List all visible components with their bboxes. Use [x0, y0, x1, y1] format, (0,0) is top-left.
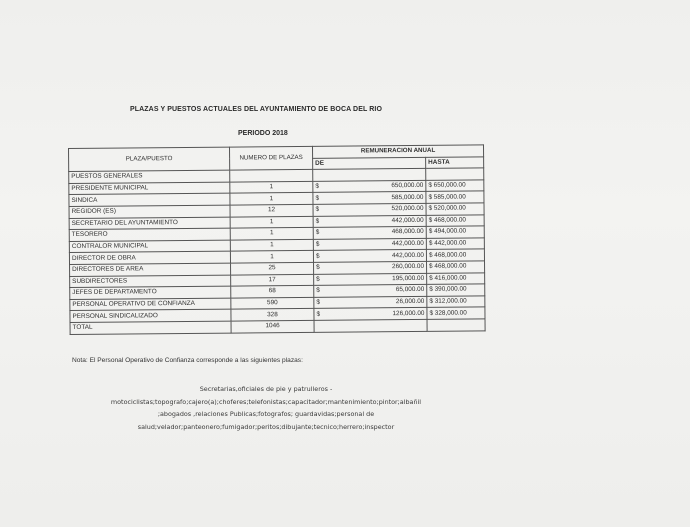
cell-hasta [426, 168, 484, 180]
cell-plaza: PERSONAL SINDICALIZADO [70, 309, 231, 322]
cell-numero: 17 [231, 274, 314, 286]
amount-de: 260,000.00 [392, 263, 425, 271]
header-de: DE [313, 157, 426, 170]
cell-de [313, 215, 426, 228]
currency-sign: $ [316, 287, 320, 295]
amount-de: 442,000.00 [391, 251, 424, 259]
amount-de: 585,000.00 [391, 193, 424, 201]
plazas-list [96, 383, 436, 433]
amount-de: 65,000.00 [395, 286, 425, 294]
cell-hasta: $ 520,000.00 [426, 203, 484, 215]
cell-de [313, 227, 426, 240]
cell-plaza: CONTRALOR MUNICIPAL [69, 240, 230, 253]
cell-plaza: DIRECTOR DE OBRA [69, 251, 230, 264]
header-numero: NUMERO DE PLAZAS [229, 146, 312, 170]
header-plaza: PLAZA/PUESTO [69, 147, 230, 172]
cell-numero: 1 [230, 181, 313, 193]
amount-de: 650,000.00 [391, 181, 424, 190]
document-title: PLAZAS Y PUESTOS ACTUALES DEL AYUNTAMIENTO DE BOCA DEL RIO [130, 106, 382, 113]
cell-hasta: $ 468,000.00 [426, 214, 484, 226]
cell-hasta: $ 468,000.00 [426, 249, 484, 261]
header-remuneracion: REMUNERACION ANUAL [312, 145, 483, 158]
header-hasta: HASTA [426, 156, 484, 168]
currency-sign: $ [315, 206, 320, 214]
cell-plaza: REGIDOR (ES) [69, 205, 230, 218]
cell-numero: 590 [231, 297, 314, 309]
cell-plaza: SECRETARIO DEL AYUNTAMIENTO [69, 217, 230, 230]
cell-de [314, 319, 427, 332]
cell-numero [230, 170, 313, 182]
currency-sign: $ [316, 264, 320, 272]
plazas-line: ;abogados ,relaciones Publicas;fotografos; guardavidas;personal de [157, 410, 375, 418]
cell-hasta: $ 328,000.00 [427, 307, 485, 319]
cell-de [314, 296, 427, 309]
cell-plaza: PRESIDENTE MUNICIPAL [69, 182, 230, 195]
plazas-line: Secretarias,oficiales de pie y patrulleros - [199, 385, 333, 393]
cell-plaza: TESORERO [69, 228, 230, 241]
amount-de: 520,000.00 [391, 205, 424, 213]
cell-hasta: $ 494,000.00 [426, 226, 484, 238]
cell-numero: 1 [230, 228, 313, 240]
amount-de: 442,000.00 [391, 239, 424, 248]
cell-numero: 328 [231, 309, 314, 321]
amount-de: 26,000.00 [395, 297, 425, 306]
cell-numero: 1 [230, 193, 313, 205]
currency-sign: $ [315, 229, 320, 237]
cell-de [313, 180, 426, 193]
table-body [69, 168, 485, 334]
currency-sign: $ [315, 217, 320, 225]
cell-plaza: PERSONAL OPERATIVO DE CONFIANZA [70, 298, 231, 311]
cell-plaza: TOTAL [70, 321, 231, 334]
cell-de [314, 308, 427, 321]
cell-hasta: $ 390,000.00 [427, 284, 485, 296]
cell-hasta: $ 468,000.00 [427, 261, 485, 273]
cell-hasta: $ 312,000.00 [427, 296, 485, 308]
currency-sign: $ [315, 240, 320, 248]
cell-numero: 1 [230, 239, 313, 251]
amount-de: 442,000.00 [391, 216, 424, 225]
amount-de: 195,000.00 [392, 274, 425, 283]
cell-hasta: $ 650,000.00 [426, 180, 484, 192]
amount-de: 126,000.00 [392, 309, 425, 317]
cell-de [313, 238, 426, 251]
cell-de [314, 273, 427, 286]
cell-plaza: JEFES DE DEPARTAMENTO [70, 286, 231, 299]
positions-table [68, 144, 486, 334]
currency-sign: $ [316, 310, 321, 318]
cell-hasta: $ 585,000.00 [426, 191, 484, 203]
cell-hasta [427, 319, 485, 331]
currency-sign: $ [316, 298, 320, 306]
cell-plaza: PUESTOS GENERALES [69, 170, 230, 183]
cell-de [314, 284, 427, 297]
currency-sign: $ [315, 252, 320, 260]
plazas-line: motociclistas;topografo;cajero(a);choferes;telefonistas;capacitador;mantenimiento;pintor;albañil [110, 397, 422, 406]
cell-plaza: DIRECTORES DE AREA [70, 263, 231, 276]
amount-de: 468,000.00 [391, 228, 424, 236]
currency-sign: $ [315, 182, 319, 190]
plazas-line: salud;velador;panteonero;fumigador;peritos;dibujante;tecnico;herrero;inspector [137, 422, 395, 431]
cell-de [314, 261, 427, 274]
cell-hasta: $ 416,000.00 [427, 272, 485, 284]
cell-numero: 1 [230, 251, 313, 263]
cell-numero: 25 [231, 262, 314, 274]
cell-plaza: SUBDIRECTORES [70, 275, 231, 288]
cell-de [313, 169, 426, 182]
cell-de [313, 250, 426, 263]
period-label: PERIODO 2018 [238, 130, 288, 137]
cell-numero: 68 [231, 285, 314, 297]
cell-de [313, 192, 426, 205]
cell-numero: 1046 [231, 320, 314, 332]
cell-plaza: SINDICA [69, 193, 230, 206]
cell-numero: 1 [230, 216, 313, 228]
currency-sign: $ [315, 194, 320, 202]
cell-hasta: $ 442,000.00 [426, 238, 484, 250]
cell-de [313, 203, 426, 216]
note-text: Nota: El Personal Operativo de Confianza corresponde a las siguientes plazas: [72, 357, 303, 364]
currency-sign: $ [316, 275, 320, 283]
cell-numero: 12 [230, 204, 313, 216]
